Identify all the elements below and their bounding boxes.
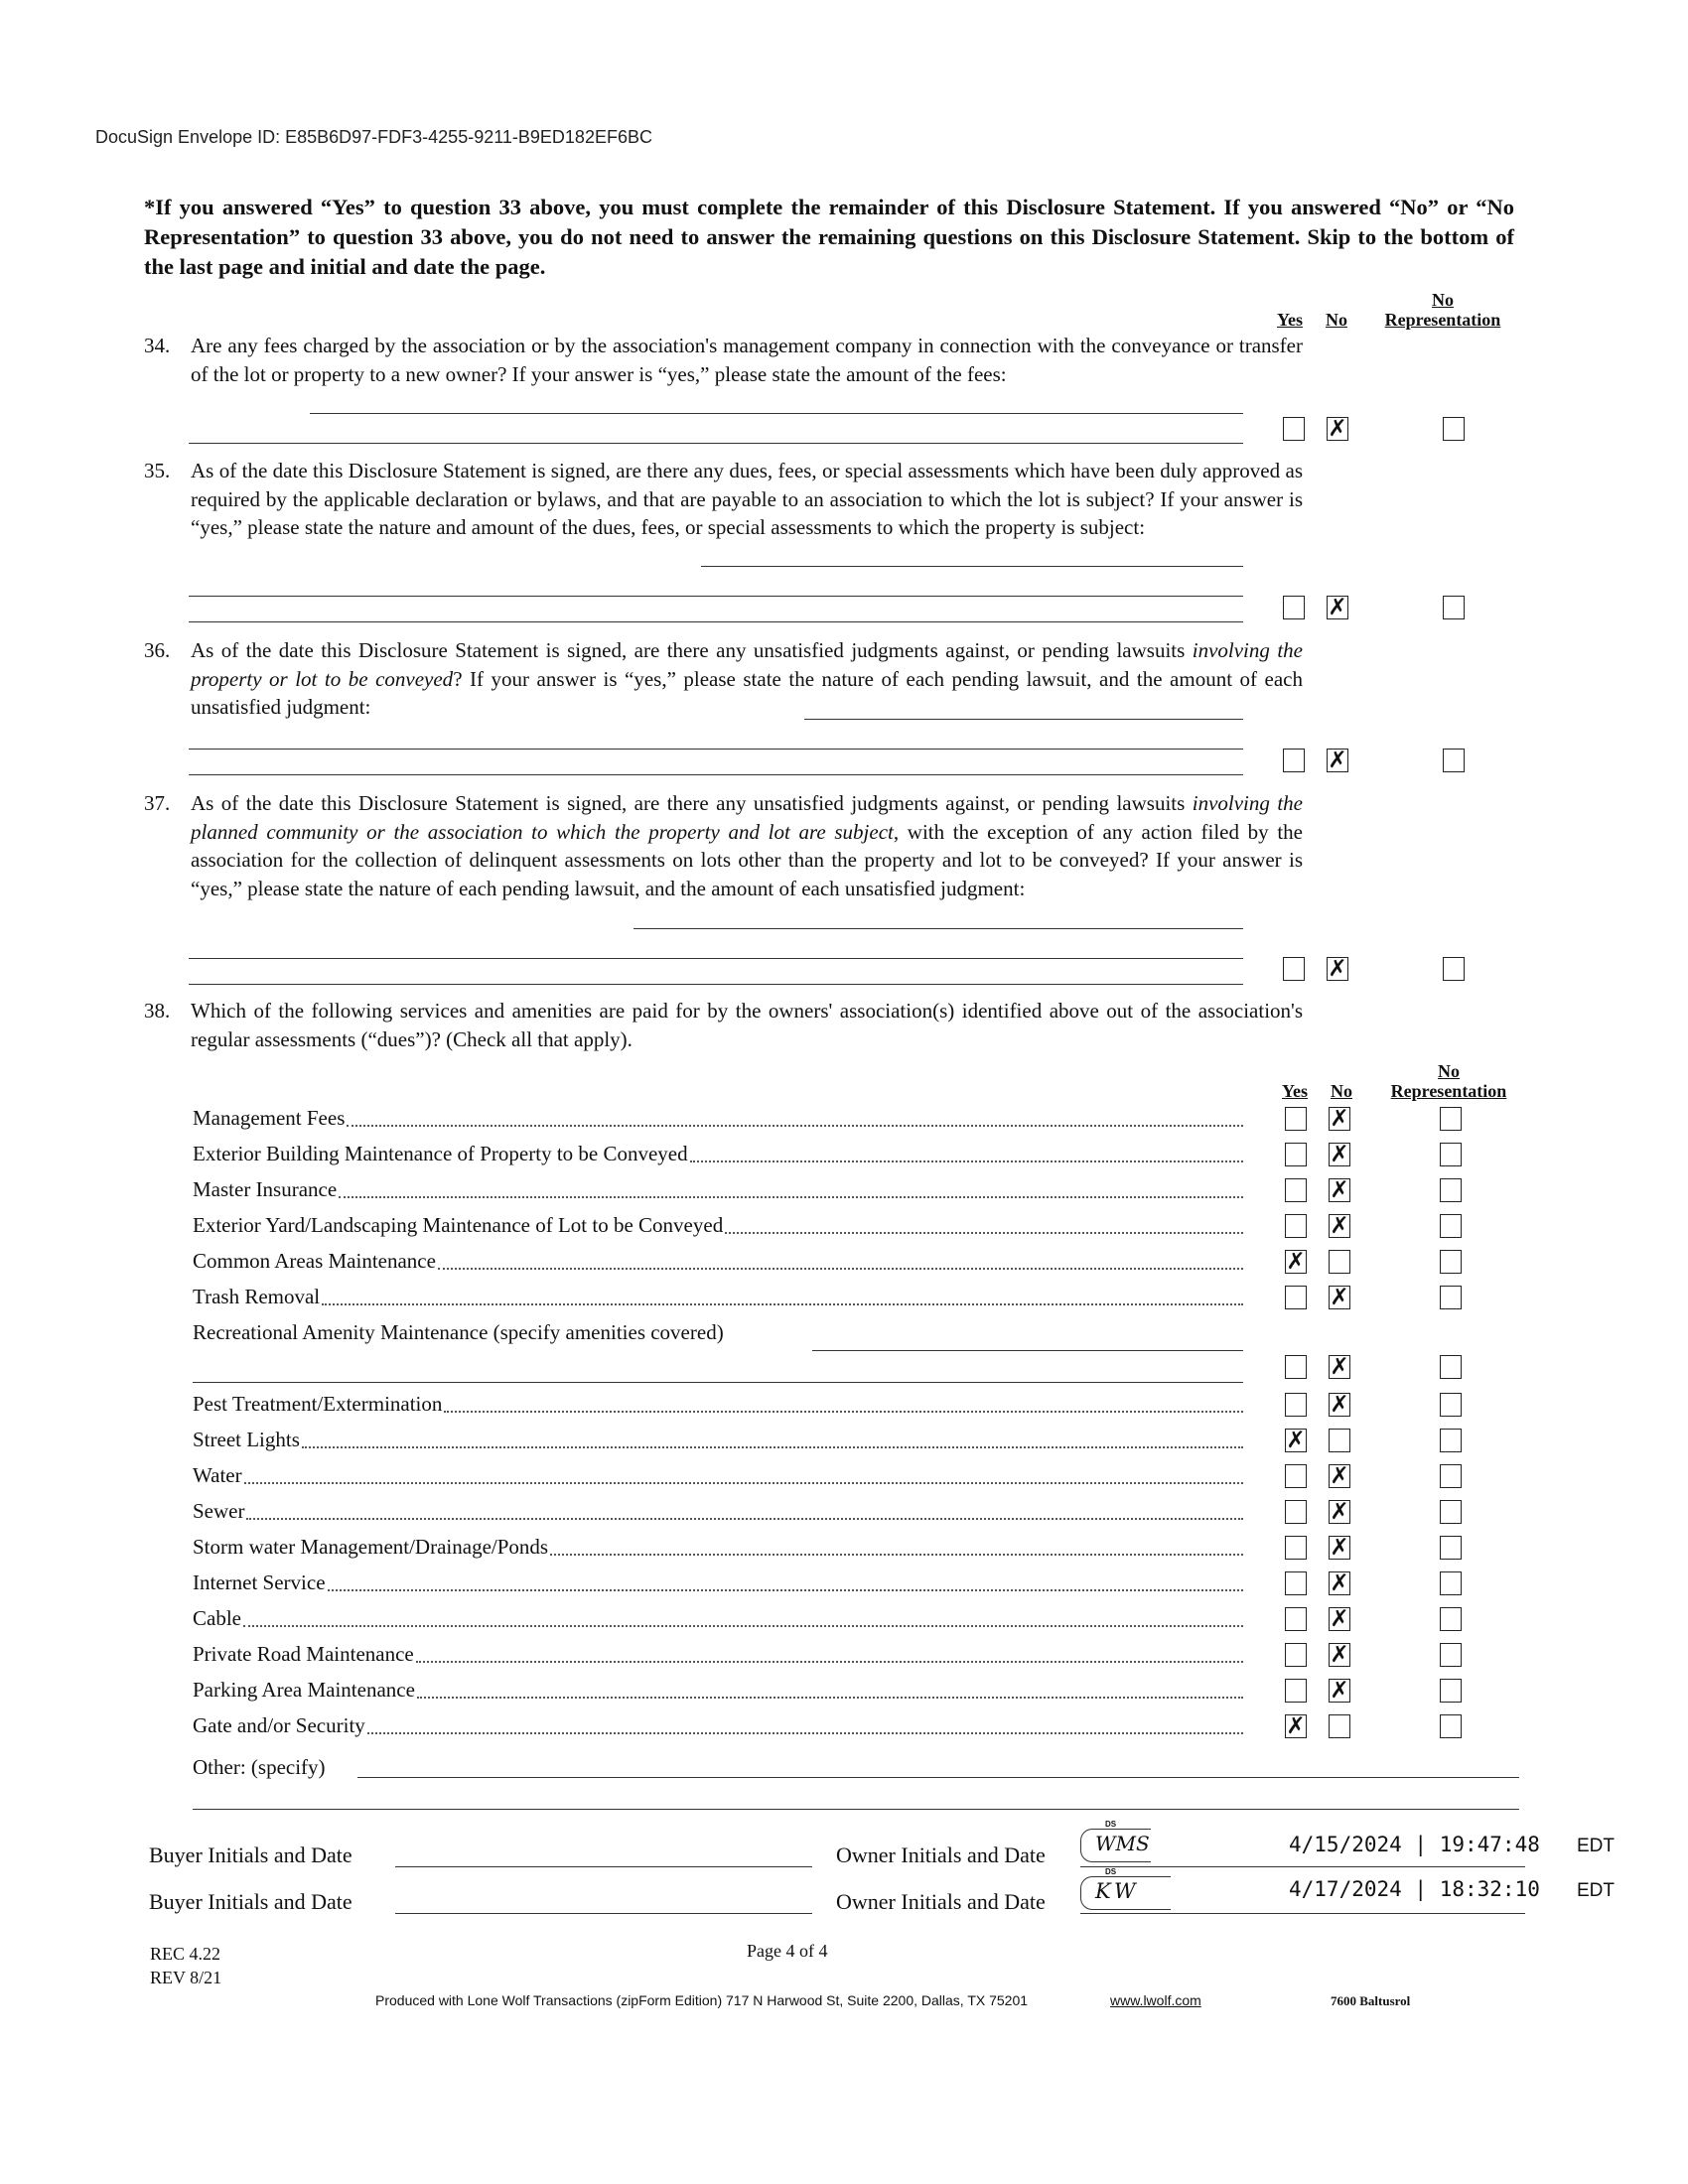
page-number: Page 4 of 4 — [747, 1941, 828, 1961]
q35-no-check-mark: ✗ — [1328, 595, 1347, 620]
question-text-end: ? If your answer is “yes,” please state the nature of each pending lawsuit, and the amount of each unsatisfied judgment: — [191, 666, 1303, 719]
service-no-check-mark: ✗ — [1330, 1177, 1349, 1203]
owner-date-2: 4/17/2024 | 18:32:10 — [1289, 1877, 1540, 1901]
service-no-check-mark: ✗ — [1330, 1392, 1349, 1418]
dot-leader — [328, 1589, 1243, 1591]
question-text-emphasis: involving the property or lot to be conveyed — [191, 638, 1303, 691]
service-label: Storm water Management/Drainage/Ponds — [193, 1535, 549, 1559]
owner-date-1: 4/15/2024 | 19:47:48 — [1289, 1833, 1540, 1856]
service-norep-checkbox[interactable] — [1440, 1571, 1462, 1595]
question-number: 37. — [144, 791, 171, 815]
service-no-checkbox[interactable] — [1329, 1250, 1350, 1274]
service-yes-checkbox[interactable] — [1285, 1143, 1307, 1166]
service-label: Management Fees — [193, 1106, 346, 1130]
question-number: 35. — [144, 459, 171, 482]
q34-norep-checkbox[interactable] — [1443, 417, 1465, 441]
q37-norep-checkbox[interactable] — [1443, 957, 1465, 981]
service-label: Common Areas Maintenance — [193, 1249, 436, 1273]
service-no-check-mark: ✗ — [1330, 1606, 1349, 1632]
service-label: Internet Service — [193, 1570, 326, 1594]
question-text: Are any fees charged by the association or by the association's management company in connection with the conveyance or transfer of the lot or property to a new owner? If your answer is “yes,” please state the amount of the fees: — [191, 334, 1303, 386]
service-no-check-mark: ✗ — [1330, 1499, 1349, 1525]
dot-leader — [302, 1446, 1243, 1448]
ds-tag: DS — [1105, 1867, 1117, 1876]
ds-tag: DS — [1105, 1820, 1117, 1829]
service-norep-checkbox[interactable] — [1440, 1143, 1462, 1166]
service-norep-checkbox[interactable] — [1440, 1178, 1462, 1202]
q34-no-check-mark: ✗ — [1328, 416, 1347, 442]
q34-answer-line-2[interactable] — [189, 443, 1243, 444]
service-yes-checkbox[interactable] — [1285, 1571, 1307, 1595]
q36-answer-line-2[interactable] — [189, 749, 1243, 750]
q35-answer-line-3[interactable] — [189, 621, 1243, 622]
svc-col-norep-header-2: Representation — [1390, 1081, 1507, 1101]
buyer-initials-line-1[interactable] — [395, 1866, 812, 1867]
q35-yes-checkbox[interactable] — [1283, 596, 1305, 619]
question-text: Which of the following services and amenities are paid for by the owners' association(s) identified above out of the association's regular assessments (“dues”)? (Check all that apply). — [191, 999, 1303, 1051]
service-norep-checkbox[interactable] — [1440, 1679, 1462, 1703]
service-label: Exterior Yard/Landscaping Maintenance of Lot to be Conveyed — [193, 1213, 724, 1237]
dot-leader — [550, 1554, 1243, 1556]
owner-initials-box-2[interactable] — [1080, 1867, 1171, 1910]
service-no-check-mark: ✗ — [1330, 1463, 1349, 1489]
service-norep-checkbox[interactable] — [1440, 1429, 1462, 1452]
dot-leader — [690, 1160, 1243, 1162]
service-no-check-mark: ✗ — [1330, 1142, 1349, 1167]
owner-initials-line-1 — [1080, 1866, 1525, 1867]
form-code: REC 4.22 — [150, 1944, 221, 1964]
buyer-initials-line-2[interactable] — [395, 1913, 812, 1914]
service-norep-checkbox[interactable] — [1440, 1355, 1462, 1379]
service-no-check-mark: ✗ — [1330, 1354, 1349, 1380]
service-no-check-mark: ✗ — [1330, 1106, 1349, 1132]
svc-col-norep-header-1: No — [1438, 1061, 1460, 1081]
service-yes-checkbox[interactable] — [1285, 1393, 1307, 1417]
service-label: Exterior Building Maintenance of Property to be Conveyed — [193, 1142, 688, 1165]
service-yes-check-mark: ✗ — [1286, 1428, 1306, 1453]
service-yes-checkbox[interactable] — [1285, 1286, 1307, 1309]
other-specify-line-1[interactable] — [357, 1777, 1519, 1778]
q37-answer-line-2[interactable] — [189, 958, 1243, 959]
service-label: Trash Removal — [193, 1285, 321, 1308]
owner-initials-label-1: Owner Initials and Date — [836, 1843, 1046, 1867]
q37-answer-line-1[interactable] — [633, 928, 1243, 929]
question-text: As of the date this Disclosure Statement is signed, are there any unsatisfied judgments against, or pending lawsuits — [191, 791, 1193, 815]
buyer-initials-label-2: Buyer Initials and Date — [149, 1889, 352, 1914]
service-no-check-mark: ✗ — [1330, 1535, 1349, 1561]
service-yes-check-mark: ✗ — [1286, 1249, 1306, 1275]
owner-initials-box-1[interactable] — [1080, 1820, 1151, 1862]
service-label: Master Insurance — [193, 1177, 338, 1201]
recreational-specify-line-2[interactable] — [193, 1382, 1243, 1383]
lwolf-link[interactable]: www.lwolf.com — [1110, 1992, 1201, 2008]
dot-leader — [244, 1482, 1243, 1484]
q34-yes-checkbox[interactable] — [1283, 417, 1305, 441]
service-no-check-mark: ✗ — [1330, 1570, 1349, 1596]
dot-leader — [347, 1125, 1243, 1127]
service-norep-checkbox[interactable] — [1440, 1214, 1462, 1238]
owner-initials-label-2: Owner Initials and Date — [836, 1889, 1046, 1914]
dot-leader — [416, 1661, 1243, 1663]
service-label: Street Lights — [193, 1428, 300, 1451]
dot-leader — [444, 1411, 1243, 1413]
service-no-check-mark: ✗ — [1330, 1213, 1349, 1239]
dot-leader — [246, 1518, 1243, 1520]
q34-answer-line-1[interactable] — [310, 413, 1243, 414]
question-number: 38. — [144, 999, 171, 1023]
service-norep-checkbox[interactable] — [1440, 1536, 1462, 1560]
service-yes-checkbox[interactable] — [1285, 1643, 1307, 1667]
service-norep-checkbox[interactable] — [1440, 1250, 1462, 1274]
dot-leader — [417, 1697, 1243, 1699]
service-yes-checkbox[interactable] — [1285, 1214, 1307, 1238]
q36-no-check-mark: ✗ — [1328, 748, 1347, 773]
service-label: Private Road Maintenance — [193, 1642, 414, 1666]
service-no-checkbox[interactable] — [1329, 1714, 1350, 1738]
question-text: As of the date this Disclosure Statement is signed, are there any unsatisfied judgments against, or pending lawsuits — [191, 638, 1193, 662]
service-yes-checkbox[interactable] — [1285, 1464, 1307, 1488]
owner-initials-signature-2: KW — [1095, 1879, 1140, 1903]
service-yes-checkbox[interactable] — [1285, 1178, 1307, 1202]
service-label: Sewer — [193, 1499, 245, 1523]
owner-date-1-tz: EDT — [1577, 1836, 1615, 1856]
service-yes-checkbox[interactable] — [1285, 1500, 1307, 1524]
service-norep-checkbox[interactable] — [1440, 1393, 1462, 1417]
q35-answer-line-2[interactable] — [189, 596, 1243, 597]
col-no-header: No — [1326, 310, 1347, 330]
envelope-id: DocuSign Envelope ID: E85B6D97-FDF3-4255-9211-B9ED182EF6BC — [95, 127, 652, 147]
q36-yes-checkbox[interactable] — [1283, 749, 1305, 772]
service-norep-checkbox[interactable] — [1440, 1643, 1462, 1667]
service-norep-checkbox[interactable] — [1440, 1714, 1462, 1738]
buyer-initials-label-1: Buyer Initials and Date — [149, 1843, 352, 1867]
service-yes-checkbox[interactable] — [1285, 1536, 1307, 1560]
service-norep-checkbox[interactable] — [1440, 1500, 1462, 1524]
dot-leader — [367, 1732, 1243, 1734]
service-norep-checkbox[interactable] — [1440, 1286, 1462, 1309]
svc-col-no-header: No — [1331, 1081, 1352, 1101]
dot-leader — [339, 1196, 1243, 1198]
dot-leader — [725, 1232, 1243, 1234]
q37-answer-line-3[interactable] — [189, 984, 1243, 985]
dot-leader — [322, 1303, 1243, 1305]
other-specify-label: Other: (specify) — [193, 1755, 326, 1779]
owner-initials-line-2 — [1080, 1913, 1525, 1914]
question-text: As of the date this Disclosure Statement is signed, are there any dues, fees, or special assessments which have been duly approved as required by the applicable declaration or bylaws, and that are payable to an association to which the lot is subject? If your answer is “yes,” please state the nature and amount of the dues, fees, or special assessments to which the property is subject: — [191, 459, 1303, 539]
service-no-check-mark: ✗ — [1330, 1285, 1349, 1310]
col-norep-header-1: No — [1432, 290, 1454, 310]
col-yes-header: Yes — [1277, 310, 1303, 330]
service-yes-checkbox[interactable] — [1285, 1607, 1307, 1631]
q36-norep-checkbox[interactable] — [1443, 749, 1465, 772]
service-label: Cable — [193, 1606, 241, 1630]
document-name: 7600 Baltusrol — [1331, 1993, 1411, 2008]
service-no-check-mark: ✗ — [1330, 1642, 1349, 1668]
col-norep-header-2: Representation — [1384, 310, 1501, 330]
service-no-check-mark: ✗ — [1330, 1678, 1349, 1704]
svc-col-yes-header: Yes — [1282, 1081, 1308, 1101]
question-text-end: , with the exception of any action filed by the association for the collection of delinquent assessments on lots other than the property and lot to be conveyed? If your answer is “yes,” please state the nature of each pending lawsuit, and the amount of each unsatisfied judgment: — [191, 819, 1303, 900]
produced-with: Produced with Lone Wolf Transactions (zipForm Edition) 717 N Harwood St, Suite 2200, Dallas, TX 75201 — [375, 1992, 1029, 2008]
service-label: Recreational Amenity Maintenance (specify amenities covered) — [193, 1320, 724, 1344]
service-yes-checkbox[interactable] — [1285, 1679, 1307, 1703]
service-label: Water — [193, 1463, 242, 1487]
q36-answer-line-3[interactable] — [189, 774, 1243, 775]
q35-norep-checkbox[interactable] — [1443, 596, 1465, 619]
service-norep-checkbox[interactable] — [1440, 1464, 1462, 1488]
service-label: Parking Area Maintenance — [193, 1678, 415, 1702]
service-yes-checkbox[interactable] — [1285, 1107, 1307, 1131]
service-yes-checkbox[interactable] — [1285, 1355, 1307, 1379]
service-yes-check-mark: ✗ — [1286, 1713, 1306, 1739]
owner-date-2-tz: EDT — [1577, 1880, 1615, 1901]
intro-instructions: *If you answered “Yes” to question 33 above, you must complete the remainder of this Disclosure Statement. If you answered “No” or “No Representation” to question 33 above, you do not need to answer the remaining questions on this Disclosure Statement. Skip to the bottom of the last page and initial and date the page. — [144, 195, 1514, 279]
service-norep-checkbox[interactable] — [1440, 1107, 1462, 1131]
question-number: 34. — [144, 334, 171, 357]
question-text-emphasis: involving the planned community or the association to which the property and lot are subject — [191, 791, 1303, 844]
q37-no-check-mark: ✗ — [1328, 956, 1347, 982]
dot-leader — [243, 1625, 1243, 1627]
dot-leader — [438, 1268, 1243, 1270]
recreational-specify-line-1[interactable] — [812, 1350, 1243, 1351]
form-revision: REV 8/21 — [150, 1968, 222, 1987]
question-number: 36. — [144, 638, 171, 662]
service-norep-checkbox[interactable] — [1440, 1607, 1462, 1631]
other-specify-line-2[interactable] — [193, 1809, 1519, 1810]
q36-answer-line-1[interactable] — [804, 719, 1243, 720]
q37-yes-checkbox[interactable] — [1283, 957, 1305, 981]
service-label: Pest Treatment/Extermination — [193, 1392, 443, 1416]
q35-answer-line-1[interactable] — [701, 566, 1243, 567]
owner-initials-signature-1: WMS — [1095, 1832, 1150, 1855]
service-label: Gate and/or Security — [193, 1713, 365, 1737]
service-no-checkbox[interactable] — [1329, 1429, 1350, 1452]
